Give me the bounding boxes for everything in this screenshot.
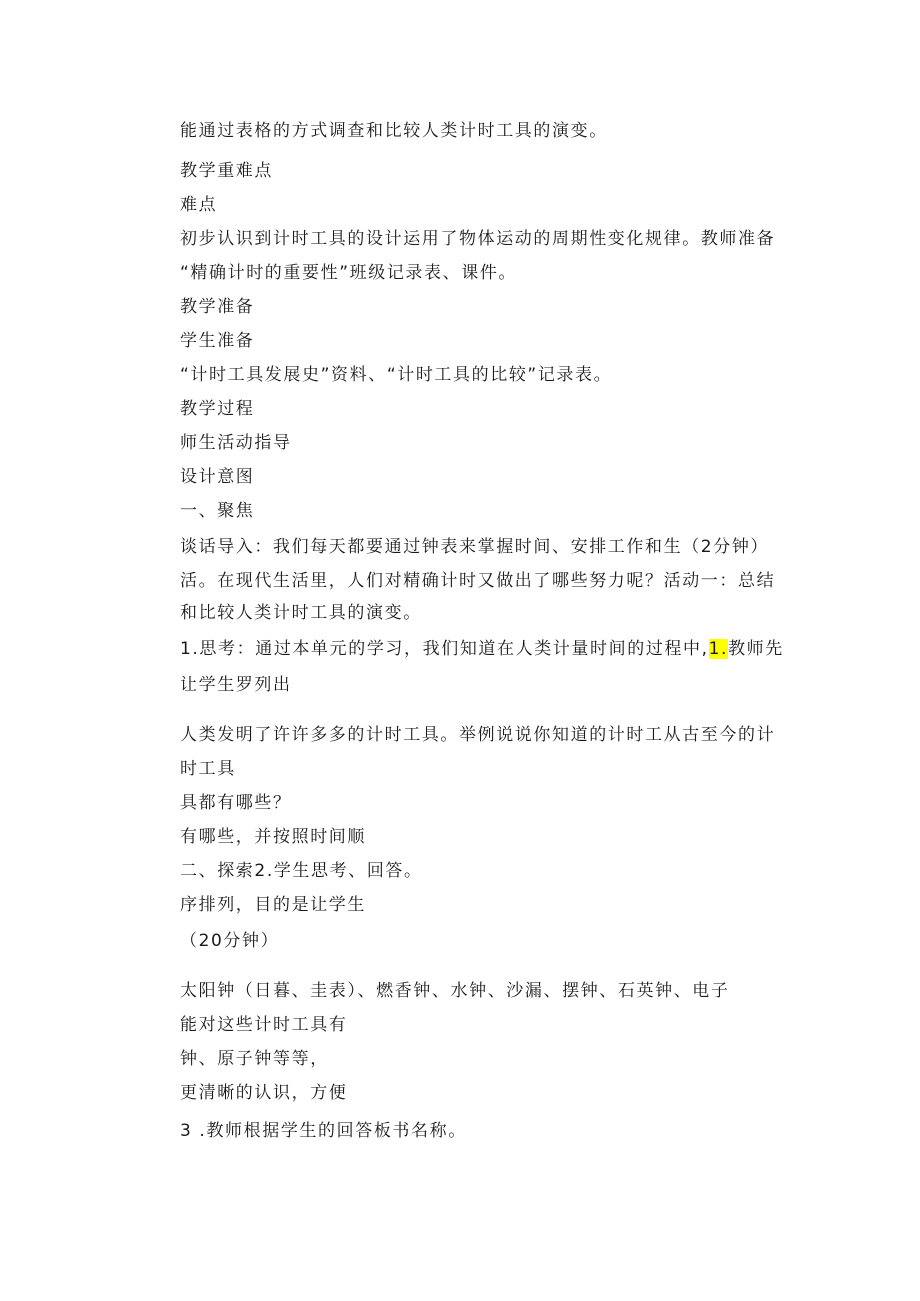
heading-difficulty: 难点 — [180, 195, 218, 215]
paragraph-time-order: 有哪些，并按照时间顺 — [180, 827, 366, 847]
paragraph-clock-types: 太阳钟（日暮、圭表）、燃香钟、水钟、沙漏、摆钟、石英钟、电子 — [180, 981, 730, 1001]
section-explore: 二、探索2.学生思考、回答。 — [180, 861, 423, 881]
paragraph-sort: 序排列，目的是让学生 — [180, 895, 366, 915]
heading-student-preparation: 学生准备 — [180, 331, 255, 351]
paragraph-teacher-materials: “精确计时的重要性”班级记录表、课件。 — [180, 263, 518, 283]
section-focus: 一、聚焦 — [180, 501, 255, 521]
paragraph-objective: 能通过表格的方式调查和比较人类计时工具的演变。 — [180, 121, 608, 141]
paragraph-inventions: 人类发明了许许多多的计时工具。举例说说你知道的计时工从古至今的计 — [180, 725, 776, 745]
heading-key-difficult-points: 教学重难点 — [180, 161, 273, 181]
think-text: 1.思考：通过本单元的学习，我们知道在人类计量时间的过程中, — [180, 639, 709, 659]
highlighted-number: 1. — [708, 639, 729, 659]
paragraph-list-out: 让学生罗列出 — [180, 675, 292, 695]
paragraph-understand: 能对这些计时工具有 — [180, 1015, 348, 1035]
paragraph-atomic-clock: 钟、原子钟等等， — [180, 1049, 329, 1069]
paragraph-difficulty: 初步认识到计时工具的设计运用了物体运动的周期性变化规律。教师准备 — [180, 229, 776, 249]
paragraph-think — [180, 638, 784, 660]
heading-preparation: 教学准备 — [180, 297, 255, 317]
paragraph-intro-2: 活。在现代生活里，人们对精确计时又做出了哪些努力呢？活动一：总结 — [180, 571, 776, 591]
duration-20-minutes: （20分钟） — [180, 931, 280, 951]
paragraph-intro-1: 谈话导入：我们每天都要通过钟表来掌握时间、安排工作和生（2分钟） — [180, 537, 770, 557]
heading-activity-guide: 师生活动指导 — [180, 433, 292, 453]
heading-process: 教学过程 — [180, 399, 255, 419]
paragraph-intro-3: 和比较人类计时工具的演变。 — [180, 603, 422, 623]
paragraph-student-materials: “计时工具发展史”资料、“计时工具的比较”记录表。 — [180, 365, 613, 385]
paragraph-board-writing: 3 .教师根据学生的回答板书名称。 — [180, 1121, 467, 1141]
paragraph-timing-tools: 时工具 — [180, 759, 236, 779]
heading-design-intent: 设计意图 — [180, 467, 255, 487]
paragraph-which-tools: 具都有哪些？ — [180, 793, 292, 813]
paragraph-clearer: 更清晰的认识，方便 — [180, 1083, 348, 1103]
think-text-end: 教师先 — [728, 639, 784, 659]
